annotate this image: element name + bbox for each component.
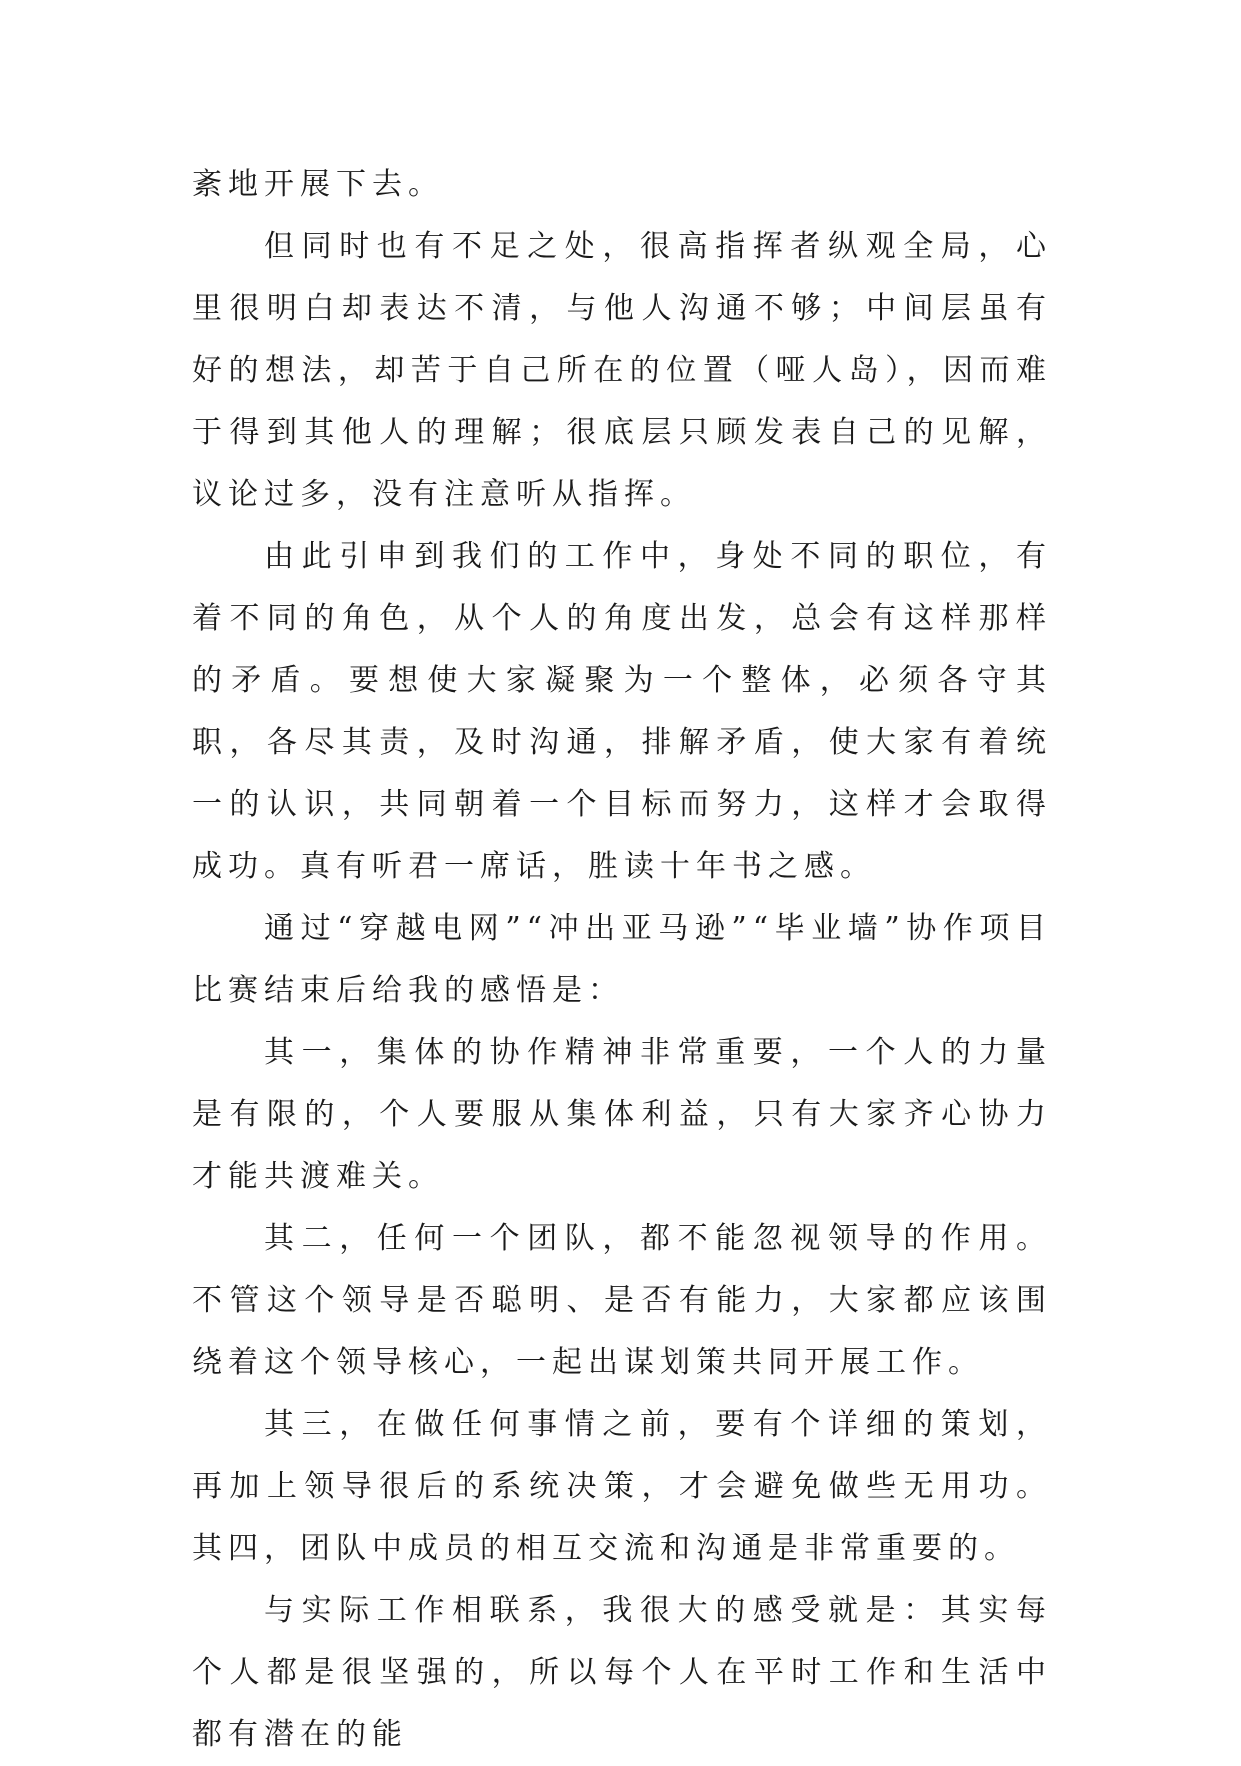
paragraph-practical-work: 与实际工作相联系，我很大的感受就是：其实每个人都是很坚强的，所以每个人在平时工作和生活中都有潜在的能	[192, 1593, 1052, 1752]
paragraph-point-one: 其一，集体的协作精神非常重要，一个人的力量是有限的，个人要服从集体利益，只有大家齐心协力才能共渡难关。	[192, 1035, 1052, 1194]
paragraph-continuation: 紊地开展下去。	[192, 167, 444, 202]
paragraph-work-reflection: 由此引申到我们的工作中，身处不同的职位，有着不同的角色，从个人的角度出发，总会有这样那样的矛盾。要想使大家凝聚为一个整体，必须各守其职，各尽其责，及时沟通，排解矛盾，使大家有着统一的认识，共同朝着一个目标而努力，这样才会取得成功。真有听君一席话，胜读十年书之感。	[192, 539, 1052, 884]
paragraph-shortcomings: 但同时也有不足之处，很高指挥者纵观全局，心里很明白却表达不清，与他人沟通不够；中间层虽有好的想法，却苦于自己所在的位置（哑人岛），因而难于得到其他人的理解；很底层只顾发表自己的见解，议论过多，没有注意听从指挥。	[192, 229, 1052, 512]
document-body	[192, 154, 1052, 1766]
paragraph-point-three-four: 其三，在做任何事情之前，要有个详细的策划，再加上领导很后的系统决策，才会避免做些无用功。其四，团队中成员的相互交流和沟通是非常重要的。	[192, 1407, 1052, 1566]
paragraph-projects-intro: 通过“穿越电网”“冲出亚马逊”“毕业墙”协作项目比赛结束后给我的感悟是：	[192, 911, 1052, 1008]
paragraph-point-two: 其二，任何一个团队，都不能忽视领导的作用。不管这个领导是否聪明、是否有能力，大家都应该围绕着这个领导核心，一起出谋划策共同开展工作。	[192, 1221, 1052, 1380]
